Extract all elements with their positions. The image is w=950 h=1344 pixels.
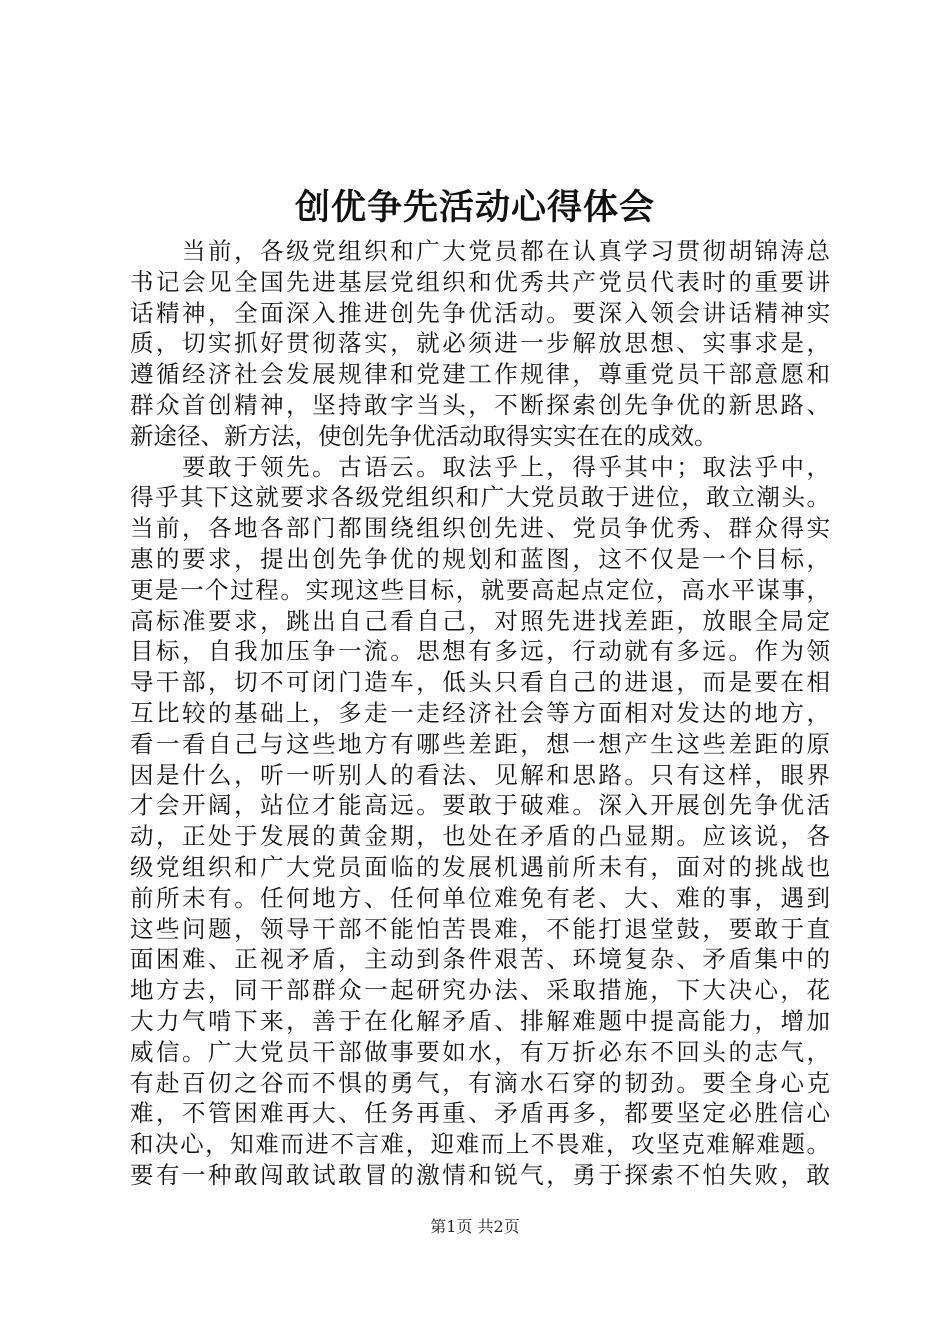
text-line: 遵循经济社会发展规律和党建工作规律，尊重党员干部意愿和 [130,360,830,389]
text-line: 话精神，全面深入推进创先争优活动。要深入领会讲话精神实 [130,298,830,327]
page-footer: 第1页 共2页 [430,1217,520,1236]
document-body [130,236,830,1191]
text-line: 地方去，同干部群众一起研究办法、采取措施，下大决心，花 [130,976,830,1005]
text-line: 因是什么，听一听别人的看法、见解和思路。只有这样，眼界 [130,760,830,789]
text-line: 有赴百仞之谷而不惧的勇气，有滴水石穿的韧劲。要全身心克 [130,1068,830,1097]
text-line: 高标准要求，跳出自己看自己，对照先进找差距，放眼全局定 [130,606,830,635]
text-line: 更是一个过程。实现这些目标，就要高起点定位，高水平谋事， [130,575,830,604]
text-line: 当前，各级党组织和广大党员都在认真学习贯彻胡锦涛总 [130,237,830,265]
text-line: 群众首创精神，坚持敢字当头，不断探索创先争优的新思路、 [130,390,830,419]
text-line: 互比较的基础上，多走一走经济社会等方面相对发达的地方， [130,698,830,727]
text-line: 要敢于领先。古语云。取法乎上，得乎其中；取法乎中， [130,452,830,481]
text-line: 目标，自我加压争一流。思想有多远，行动就有多远。作为领 [130,637,830,666]
text-line: 导干部，切不可闭门造车，低头只看自己的进退，而是要在相 [130,668,830,697]
text-line: 才会开阔，站位才能高远。要敢于破难。深入开展创先争优活 [130,791,830,820]
text-line: 难，不管困难再大、任务再重、矛盾再多，都要坚定必胜信心 [130,1099,830,1128]
document-title: 创优争先活动心得体会 [294,187,655,228]
text-line: 和决心，知难而进不言难，迎难而上不畏难，攻坚克难解难题。 [130,1130,830,1159]
text-line: 新途径、新方法，使创先争优活动取得实实在在的成效。 [130,421,718,450]
text-line: 面困难、正视矛盾，主动到条件艰苦、环境复杂、矛盾集中的 [130,945,830,974]
text-line: 动，正处于发展的黄金期，也处在矛盾的凸显期。应该说，各 [130,822,830,851]
text-line: 当前，各地各部门都围绕组织创先进、党员争优秀、群众得实 [130,514,830,543]
text-line: 要有一种敢闯敢试敢冒的激情和锐气，勇于探索不怕失败，敢 [130,1160,830,1189]
text-line: 大力气啃下来，善于在化解矛盾、排解难题中提高能力，增加 [130,1006,830,1035]
text-line: 书记会见全国先进基层党组织和优秀共产党员代表时的重要讲 [130,267,830,296]
text-line: 级党组织和广大党员面临的发展机遇前所未有，面对的挑战也 [130,852,830,881]
text-line: 这些问题，领导干部不能怕苦畏难，不能打退堂鼓，要敢于直 [130,914,830,943]
text-line: 质，切实抓好贯彻落实，就必须进一步解放思想、实事求是， [130,329,830,358]
text-line: 惠的要求，提出创先争优的规划和蓝图，这不仅是一个目标， [130,544,830,573]
text-line: 看一看自己与这些地方有哪些差距，想一想产生这些差距的原 [130,729,830,758]
text-line: 前所未有。任何地方、任何单位难免有老、大、难的事，遇到 [130,883,830,912]
text-line: 得乎其下这就要求各级党组织和广大党员敢于进位，敢立潮头。 [130,483,830,512]
text-line: 威信。广大党员干部做事要如水，有万折必东不回头的志气， [130,1037,830,1066]
